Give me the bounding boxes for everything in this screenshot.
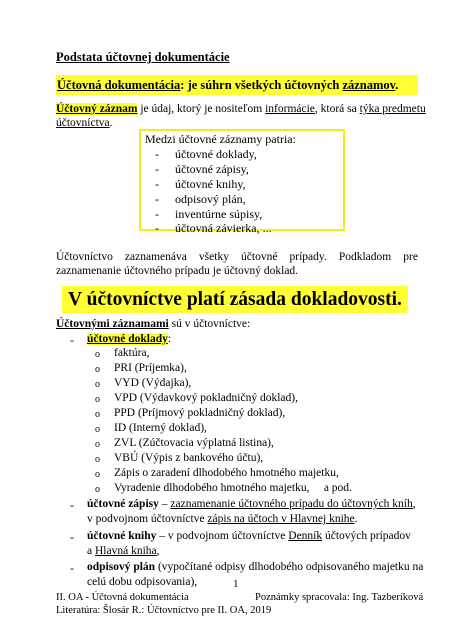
record-info-word: informácie	[265, 103, 315, 115]
document-item: Zápis o zaradení dlhodobého hmotného majetku,	[114, 467, 339, 479]
books-and: a	[87, 545, 95, 557]
books-text-end: účtových prípadov	[322, 530, 411, 542]
document-item: VBÚ (Výpis z bankového účtu),	[114, 452, 264, 464]
books-ledger: Hlavná kniha	[94, 545, 157, 557]
books-term: účtovné knihy	[87, 530, 157, 542]
definition-term: Účtovná dokumentácia	[57, 78, 181, 92]
entries-line2	[87, 513, 358, 525]
record-accounting-word: účtovníctva	[56, 117, 110, 129]
records-intro-term: Účtovnými záznamami	[56, 318, 169, 330]
list-dash: -	[70, 333, 74, 347]
record-definition-line1	[56, 103, 426, 115]
word: účtovné	[241, 251, 278, 263]
entries-definition: zaznamenanie účtovného prípadu do účtovných kníh	[170, 498, 413, 510]
document-item: faktúra,	[114, 347, 150, 359]
documents-label	[87, 333, 171, 345]
list-bullet: o	[95, 454, 100, 465]
documents-term: účtovné doklady	[87, 333, 168, 345]
list-dash: -	[155, 221, 159, 235]
word: všetky	[198, 251, 229, 263]
list-dash: -	[155, 177, 159, 191]
accounting-paragraph-line2: zaznamenanie účtovného prípadu je účtovný doklad.	[56, 265, 299, 277]
definition-text: : je súhrn všetkých účtovných	[180, 78, 343, 92]
records-box-item-text: účtovná závierka, ...	[175, 221, 272, 235]
list-bullet: o	[95, 484, 100, 495]
records-box-item	[155, 221, 272, 236]
entries-dash: –	[158, 498, 171, 510]
page-heading: Podstata účtovnej dokumentácie	[56, 50, 230, 64]
document-item: ZVL (Zúčtovacia výplatná listina),	[114, 437, 274, 449]
document-item: PRI (Príjemka),	[114, 362, 187, 374]
records-box-item-text: účtovné knihy,	[175, 177, 246, 191]
word: prípady.	[289, 251, 327, 263]
record-text-b: , ktorá sa	[314, 103, 360, 115]
list-dash: -	[70, 498, 74, 512]
list-bullet: o	[95, 364, 100, 375]
entries-end: .	[354, 513, 358, 525]
record-text-a: je údaj, ktorý je nositeľom	[137, 103, 266, 115]
document-item: PPD (Príjmový pokladničný doklad),	[114, 407, 286, 419]
records-box-item	[155, 207, 262, 222]
books-comma: ,	[156, 545, 160, 557]
books-journal: Denník	[288, 530, 323, 542]
word: zaznamenáva	[124, 251, 187, 263]
principle-banner: V účtovníctve platí zásada dokladovosti.	[62, 286, 408, 313]
entries-line1	[87, 498, 416, 510]
list-bullet: o	[95, 439, 100, 450]
word: Účtovníctvo	[56, 251, 113, 263]
list-bullet: o	[95, 409, 100, 420]
word: pre	[403, 251, 418, 263]
records-box-item-text: účtovné doklady,	[175, 147, 257, 161]
record-term: Účtovný záznam	[56, 103, 138, 115]
depreciation-term: odpisový plán	[87, 561, 156, 573]
records-box-item	[155, 147, 257, 162]
list-dash: -	[155, 207, 159, 221]
documents-colon: :	[167, 333, 172, 345]
records-intro	[56, 318, 250, 330]
list-dash: -	[70, 561, 74, 575]
word: Podkladom	[338, 251, 392, 263]
depreciation-line2: celú dobu odpisovania),	[87, 576, 198, 588]
list-bullet: o	[95, 394, 100, 405]
accounting-paragraph-line1	[56, 251, 418, 263]
entries-term: účtovné zápisy	[87, 498, 159, 510]
footer-document-title: II. OA - Účtovná dokumentácia	[56, 592, 189, 603]
record-subject-words: týka predmetu	[359, 103, 426, 115]
depreciation-line1	[87, 561, 423, 573]
definition-records-word: záznamov	[342, 78, 396, 92]
books-text: – v podvojnom účtovníctve	[156, 530, 289, 542]
list-bullet: o	[95, 469, 100, 480]
books-line1	[87, 530, 411, 542]
definition-highlight	[56, 75, 418, 95]
records-box-item-text: inventúrne súpisy,	[175, 207, 263, 221]
list-bullet: o	[95, 379, 100, 390]
records-box-title: Medzi účtovné záznamy patria:	[145, 132, 296, 146]
list-bullet: o	[95, 424, 100, 435]
records-box-item	[155, 177, 246, 192]
document-item: ID (Interný doklad),	[114, 422, 207, 434]
records-box-item-text: odpisový plán,	[175, 192, 246, 206]
document-item: VPD (Výdavkový pokladničný doklad),	[114, 392, 298, 404]
entries-ledger: zápis na účtoch v Hlavnej knihe	[207, 513, 355, 525]
books-line2	[87, 545, 160, 557]
entries-comma: ,	[412, 498, 416, 510]
footer-literature: Literatúra: Šlosár R.: Účtovníctvo pre II. OA, 2019	[56, 605, 272, 616]
footer-author: Poznámky spracovala: Ing. Tazberíková	[255, 592, 424, 603]
document-item: VYD (Výdajka),	[114, 377, 192, 389]
page-number: 1	[233, 578, 239, 590]
list-dash: -	[155, 162, 159, 176]
definition-end: .	[395, 78, 399, 92]
list-dash: -	[70, 530, 74, 544]
depreciation-text: (vypočítané odpisy dlhodobého odpisovaného majetku na	[155, 561, 424, 573]
list-dash: -	[155, 192, 159, 206]
entries-text: v podvojnom účtovníctve	[87, 513, 208, 525]
records-box-item-text: účtovné zápisy,	[175, 162, 249, 176]
document-item: Vyradenie dlhodobého hmotného majetku, a pod.	[114, 482, 352, 494]
records-box-item	[155, 162, 249, 177]
record-end: .	[109, 117, 113, 129]
record-definition-line2	[56, 117, 113, 129]
list-bullet: o	[95, 349, 100, 360]
list-dash: -	[155, 147, 159, 161]
records-intro-text: sú v účtovníctve:	[168, 318, 251, 330]
records-box-item	[155, 192, 246, 207]
